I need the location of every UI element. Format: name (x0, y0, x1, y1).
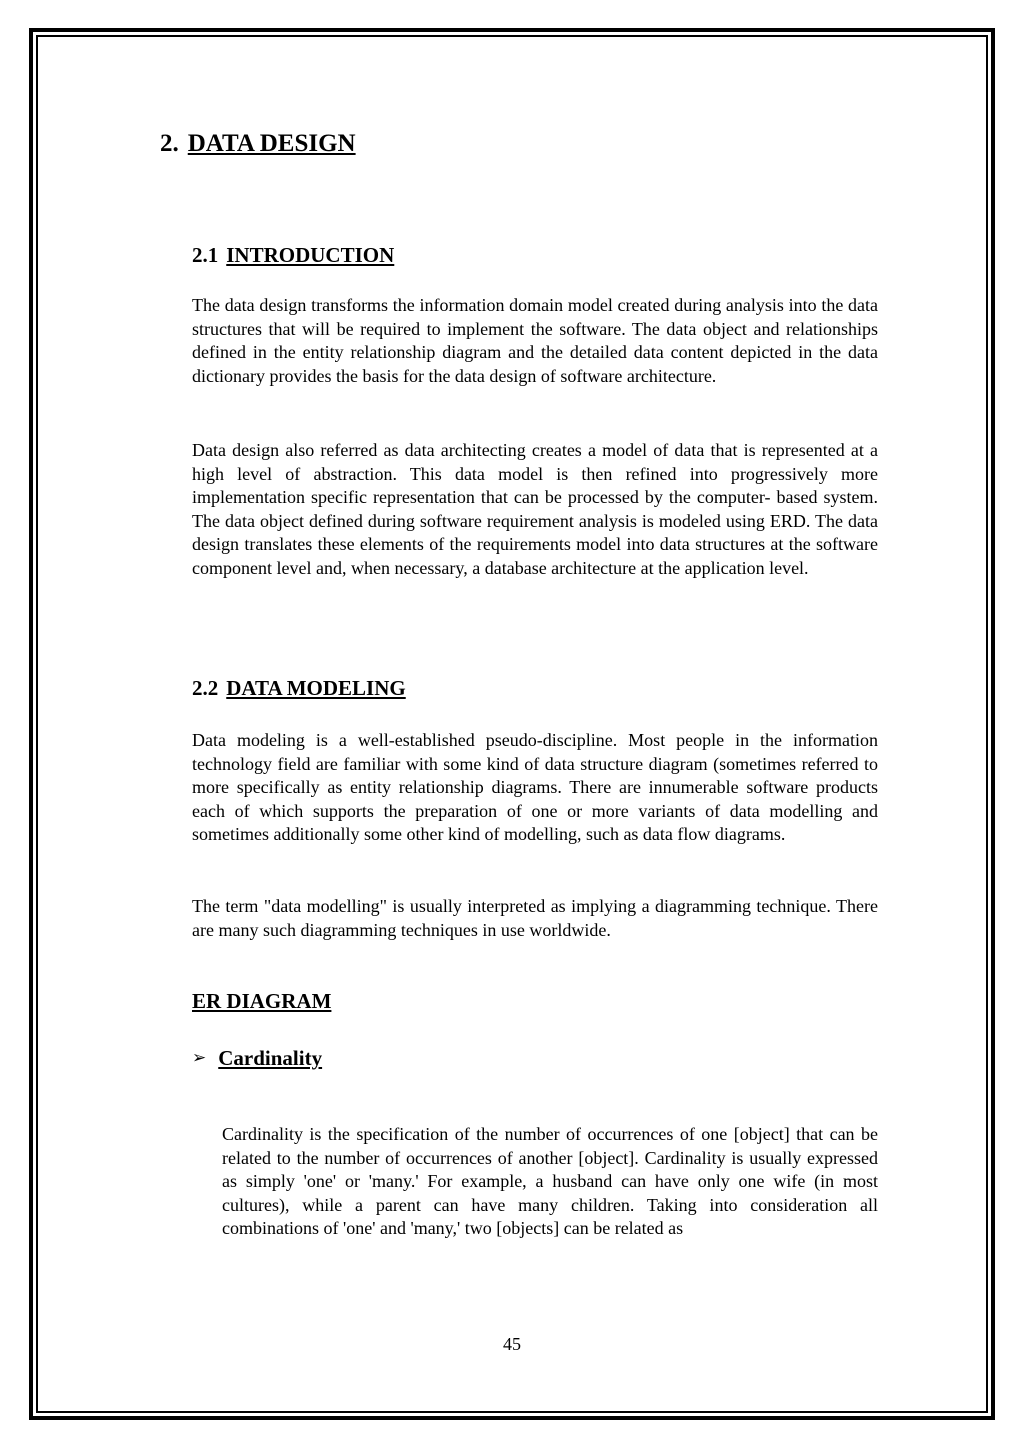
cardinality-paragraph: Cardinality is the specification of the number of occurrences of one [object] that can be related to the number of occurrences of another [object]. Cardinality is usually expressed as simply 'one' or 'many.' For example, a husband can have only one wife (in most cultures), while a parent can have many children. Taking into consideration all combinations of 'one' and 'many,' two [objects] can be related as (222, 1124, 878, 1239)
section-title: DATA DESIGN (187, 130, 356, 157)
intro-number: 2.1 (192, 243, 219, 267)
intro-paragraph-2: Data design also referred as data architecting creates a model of data that is represented at a high level of abstraction. This data model is then refined into progressively more implementation specific representation that can be processed by the computer- based system. The data object defined during software requirement analysis is modeled using ERD. The data design translates these elements of the requirements model into data structures at the software component level and, when necessary, a database architecture at the application level. (192, 440, 878, 578)
modeling-heading (192, 676, 406, 701)
modeling-paragraph-2: The term "data modelling" is usually interpreted as implying a diagramming technique. There are many such diagramming techniques in use worldwide. (192, 896, 878, 940)
cardinality-title: Cardinality (218, 1046, 323, 1070)
modeling-title: DATA MODELING (226, 676, 406, 700)
section-number: 2. (160, 130, 179, 157)
section-heading (160, 130, 356, 158)
page-number: 45 (503, 1334, 521, 1354)
arrow-bullet-icon: ➢ (192, 1048, 207, 1068)
intro-heading (192, 243, 394, 268)
intro-paragraph-1: The data design transforms the information domain model created during analysis into the data structures that will be required to implement the software. The data object and relationships defined in the entity relationship diagram and the detailed data content depicted in the data dictionary provides the basis for the data design of software architecture. (192, 295, 878, 386)
cardinality-bullet (192, 1046, 322, 1071)
er-diagram-heading: ER DIAGRAM (192, 989, 332, 1013)
modeling-number: 2.2 (192, 676, 219, 700)
intro-title: INTRODUCTION (226, 243, 395, 267)
modeling-paragraph-1: Data modeling is a well-established pseudo-discipline. Most people in the information technology field are familiar with some kind of data structure diagram (sometimes referred to more specifically as entity relationship diagrams. There are innumerable software products each of which supports the preparation of one or more variants of data modelling and sometimes additionally some other kind of modelling, such as data flow diagrams. (192, 730, 878, 845)
